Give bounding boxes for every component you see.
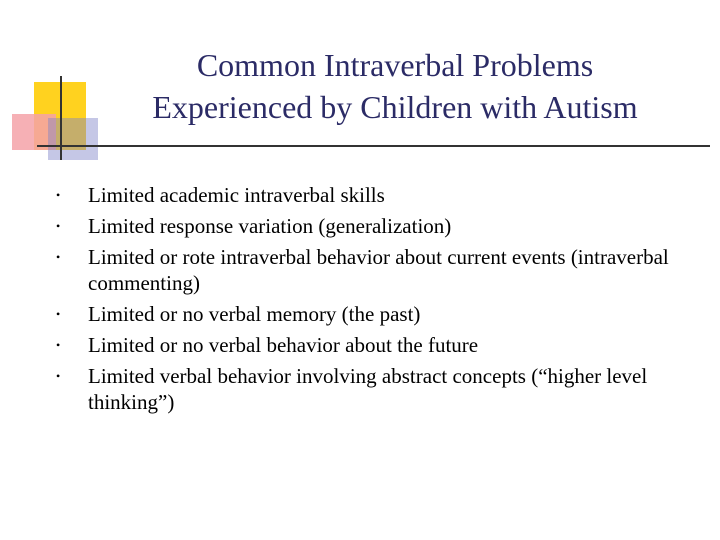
bullet-item xyxy=(56,182,696,208)
bullet-icon: • xyxy=(56,219,61,233)
slide-title-line-2: Experienced by Children with Autism xyxy=(152,89,638,125)
bullet-icon: • xyxy=(56,307,61,321)
bullet-text: Limited or no verbal behavior about the future xyxy=(88,333,479,357)
bullet-text: Limited or no verbal memory (the past) xyxy=(88,302,421,326)
bullet-item xyxy=(56,332,696,358)
bullet-item xyxy=(56,244,696,296)
bullet-item xyxy=(56,363,696,415)
decorative-blue-square xyxy=(48,118,98,160)
decorative-vertical-line xyxy=(60,76,62,160)
slide-title xyxy=(100,44,690,128)
slide-title-line-1: Common Intraverbal Problems xyxy=(196,47,594,83)
bullet-icon: • xyxy=(56,250,61,264)
title-underline xyxy=(37,145,710,147)
bullet-text: Limited verbal behavior involving abstract concepts (“higher level thinking”) xyxy=(88,364,648,414)
bullet-item xyxy=(56,301,696,327)
bullet-item xyxy=(56,213,696,239)
bullet-icon: • xyxy=(56,338,61,352)
bullet-text: Limited response variation (generalization) xyxy=(88,214,452,238)
bullet-icon: • xyxy=(56,369,61,383)
bullet-text: Limited academic intraverbal skills xyxy=(88,183,385,207)
bullet-icon: • xyxy=(56,188,61,202)
bullet-text: Limited or rote intraverbal behavior about current events (intraverbal commenting) xyxy=(88,245,669,295)
bullet-list xyxy=(56,182,696,420)
